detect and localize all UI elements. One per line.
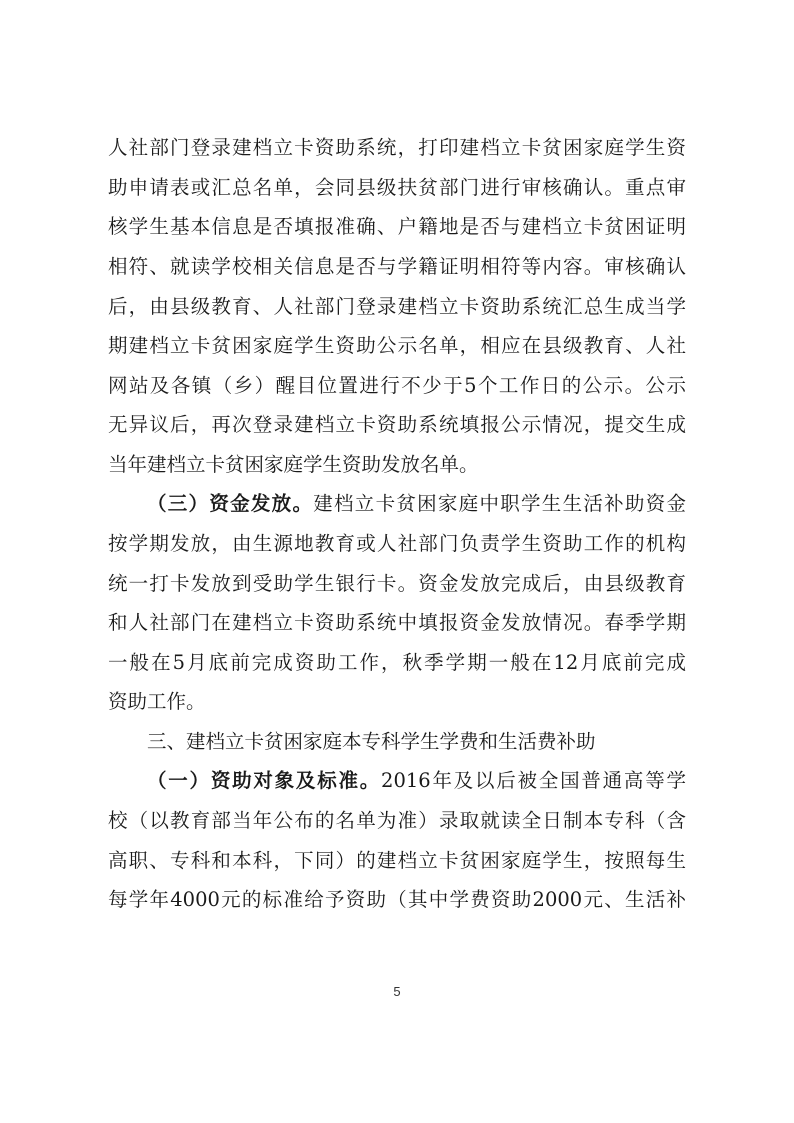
paragraph-first-line <box>147 489 686 519</box>
body-line: 后，由县级教育、人社部门登录建档立卡资助系统汇总生成当学 <box>108 295 686 318</box>
body-line: 当年建档立卡贫困家庭学生资助发放名单。 <box>108 453 479 476</box>
subsection-heading: （一）资助对象及标准。 <box>147 769 382 792</box>
body-line: 每学年4000元的标准给予资助（其中学费资助2000元、生活补 <box>108 888 686 911</box>
body-text: 建档立卡贫困家庭中职学生生活补助资金 <box>313 492 686 515</box>
paragraph-first-line <box>147 766 686 796</box>
body-line: 一般在5月底前完成资助工作，秋季学期一般在12月底前完成 <box>108 651 686 674</box>
body-line: 无异议后，再次登录建档立卡资助系统填报公示情况，提交生成 <box>108 413 686 436</box>
body-line: 校（以教育部当年公布的名单为准）录取就读全日制本专科（含 <box>108 809 686 832</box>
body-line: 人社部门登录建档立卡资助系统，打印建档立卡贫困家庭学生资 <box>108 136 686 159</box>
body-text: 2016年及以后被全国普通高等学 <box>381 769 686 792</box>
subsection-heading: （三）资金发放。 <box>147 492 314 515</box>
body-line: 网站及各镇（乡）醒目位置进行不少于5个工作日的公示。公示 <box>108 374 686 397</box>
body-line: 按学期发放，由生源地教育或人社部门负责学生资助工作的机构 <box>108 532 686 555</box>
body-line: 统一打卡发放到受助学生银行卡。资金发放完成后，由县级教育 <box>108 572 686 595</box>
body-line: 资助工作。 <box>108 690 206 713</box>
body-line: 相符、就读学校相关信息是否与学籍证明相符等内容。审核确认 <box>108 255 686 278</box>
body-line: 高职、专科和本科，下同）的建档立卡贫困家庭学生，按照每生 <box>108 849 686 872</box>
body-line: 核学生基本信息是否填报准确、户籍地是否与建档立卡贫困证明 <box>108 215 686 238</box>
section-heading: 三、建档立卡贫困家庭本专科学生学费和生活费补助 <box>147 730 596 753</box>
page-number: 5 <box>393 984 401 999</box>
body-line: 期建档立卡贫困家庭学生资助公示名单，相应在县级教育、人社 <box>108 334 686 357</box>
body-line: 和人社部门在建档立卡资助系统中填报资金发放情况。春季学期 <box>108 611 686 634</box>
body-line: 助申请表或汇总名单，会同县级扶贫部门进行审核确认。重点审 <box>108 176 686 199</box>
